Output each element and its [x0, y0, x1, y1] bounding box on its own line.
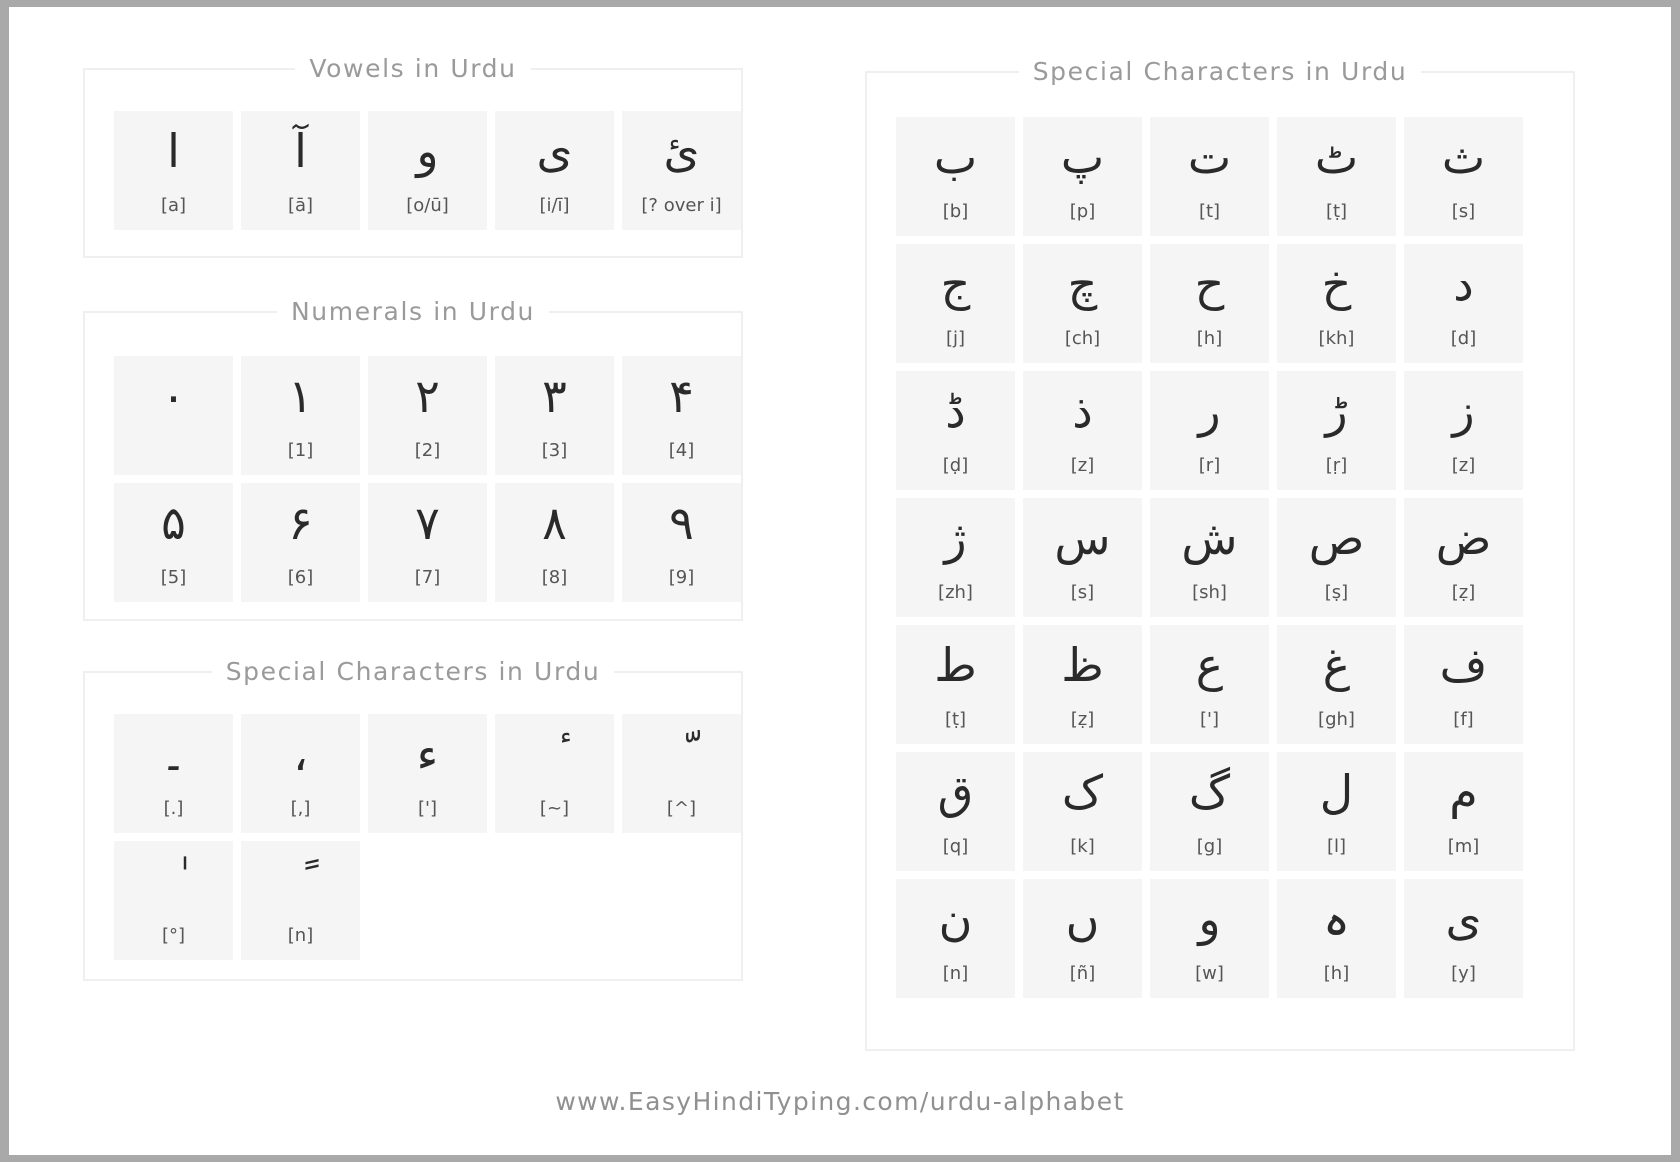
character-transliteration: [6] [287, 567, 314, 588]
character-transliteration: [.] [163, 798, 184, 819]
character-glyph: ذ [1072, 384, 1093, 438]
character-transliteration: [~] [539, 798, 570, 819]
character-glyph: ۷ [415, 496, 440, 550]
consonants-panel [865, 57, 1575, 1051]
character-glyph: ٹ [1314, 130, 1359, 184]
character-glyph: د [1453, 257, 1474, 311]
character-glyph: ڑ [1325, 384, 1348, 438]
character-cell [622, 111, 741, 230]
character-cell [896, 752, 1015, 871]
character-transliteration: [l] [1326, 836, 1347, 857]
character-cell [1404, 244, 1523, 363]
character-glyph: ش [1181, 511, 1238, 565]
character-cell [368, 483, 487, 602]
character-transliteration: [zh] [938, 582, 973, 603]
character-glyph: ۳ [542, 369, 567, 423]
character-transliteration: [ḍ] [942, 455, 969, 476]
footer-url: www.EasyHindiTyping.com/urdu-alphabet [555, 1087, 1125, 1116]
character-transliteration: [y] [1451, 963, 1476, 984]
character-transliteration: [ṣ] [1324, 582, 1349, 603]
character-cell [368, 111, 487, 230]
character-glyph: آ [294, 124, 307, 178]
character-glyph: چ [1067, 257, 1098, 311]
character-transliteration: [r] [1198, 455, 1221, 476]
character-glyph: ژ [944, 511, 967, 565]
character-cell [114, 483, 233, 602]
character-cell [622, 356, 741, 475]
character-transliteration: [n] [287, 925, 314, 946]
character-transliteration: [ṛ] [1325, 455, 1348, 476]
character-cell [896, 371, 1015, 490]
character-glyph: ی [1445, 892, 1482, 946]
character-cell [241, 841, 360, 960]
character-transliteration: [ṭ] [944, 709, 967, 730]
character-glyph: ح [1194, 257, 1225, 311]
character-cell [495, 483, 614, 602]
character-glyph: ا [167, 124, 180, 178]
character-transliteration: [ñ] [1069, 963, 1096, 984]
character-cell [241, 714, 360, 833]
character-glyph: ک [1061, 765, 1104, 819]
character-glyph: ی [536, 124, 573, 178]
character-cell [241, 111, 360, 230]
vowels-panel [83, 54, 743, 258]
character-glyph: ع [1195, 638, 1224, 692]
character-cell [368, 714, 487, 833]
character-transliteration: [ẓ] [1070, 709, 1095, 730]
character-glyph: ۴ [669, 369, 694, 423]
character-glyph: ۹ [669, 496, 694, 550]
character-transliteration: [4] [668, 440, 695, 461]
character-cell [896, 117, 1015, 236]
character-transliteration: [7] [414, 567, 441, 588]
character-glyph: س [1054, 511, 1111, 565]
character-cell [896, 625, 1015, 744]
vowels-grid [114, 111, 741, 230]
character-transliteration: [ẓ] [1451, 582, 1476, 603]
character-cell [1150, 752, 1269, 871]
character-cell [1023, 117, 1142, 236]
character-transliteration: [s] [1451, 201, 1476, 222]
character-cell [241, 356, 360, 475]
character-transliteration: [sh] [1192, 582, 1227, 603]
character-cell [622, 714, 741, 833]
character-cell [1150, 117, 1269, 236]
numerals-panel [83, 297, 743, 621]
character-glyph: ۵ [161, 496, 186, 550]
character-transliteration: [s] [1070, 582, 1095, 603]
character-transliteration: [t] [1198, 201, 1221, 222]
character-cell [241, 483, 360, 602]
character-glyph: غ [1322, 638, 1351, 692]
character-transliteration: [kh] [1318, 328, 1355, 349]
character-glyph: ث [1441, 130, 1486, 184]
character-cell [1404, 498, 1523, 617]
character-transliteration: [2] [414, 440, 441, 461]
character-cell [1150, 244, 1269, 363]
character-glyph: و [416, 124, 439, 178]
character-glyph: ئ [663, 124, 700, 178]
character-transliteration: [o/ū] [406, 195, 449, 216]
character-transliteration: [ch] [1064, 328, 1101, 349]
character-cell [114, 841, 233, 960]
character-transliteration: [ā] [287, 195, 314, 216]
character-glyph: خ [1321, 257, 1352, 311]
character-transliteration: [m] [1447, 836, 1480, 857]
character-glyph: ہ [1323, 892, 1350, 946]
character-glyph: ت [1187, 130, 1232, 184]
character-transliteration: [g] [1196, 836, 1223, 857]
character-cell [1023, 625, 1142, 744]
character-cell [1404, 752, 1523, 871]
character-cell [114, 111, 233, 230]
character-glyph: ق [937, 765, 974, 819]
character-glyph: ۰ [161, 369, 186, 423]
character-glyph: ج [940, 257, 971, 311]
character-glyph: ، [293, 727, 308, 781]
character-transliteration: [z] [1070, 455, 1095, 476]
character-cell [1023, 879, 1142, 998]
character-transliteration: [d] [1450, 328, 1477, 349]
alphabet-chart-page [9, 7, 1671, 1155]
character-transliteration: [ṭ] [1325, 201, 1348, 222]
character-cell [495, 714, 614, 833]
numerals-title: Numerals in Urdu [277, 297, 549, 326]
character-cell [1023, 752, 1142, 871]
consonants-title: Special Characters in Urdu [1019, 57, 1422, 86]
character-cell [1150, 498, 1269, 617]
character-glyph: ص [1308, 511, 1365, 565]
character-cell [114, 714, 233, 833]
character-glyph: پ [1060, 130, 1105, 184]
character-glyph: و [1198, 892, 1221, 946]
character-transliteration: [°] [161, 925, 186, 946]
character-glyph: ۸ [542, 496, 567, 550]
character-transliteration: [f] [1453, 709, 1474, 730]
character-glyph: ل [1319, 765, 1354, 819]
character-cell [1277, 752, 1396, 871]
character-cell [1277, 498, 1396, 617]
character-glyph: ب [933, 130, 978, 184]
character-glyph: ۱ [288, 369, 313, 423]
numerals-grid [114, 356, 741, 602]
character-cell [896, 498, 1015, 617]
character-glyph: ف [1439, 638, 1488, 692]
character-glyph: ء [416, 727, 439, 781]
character-cell [495, 111, 614, 230]
character-cell [622, 483, 741, 602]
character-glyph: ۔ [160, 727, 187, 781]
character-transliteration: [9] [668, 567, 695, 588]
character-transliteration: [? over i] [641, 195, 722, 216]
character-cell [495, 356, 614, 475]
character-cell [1404, 371, 1523, 490]
character-cell [896, 879, 1015, 998]
character-cell [1277, 625, 1396, 744]
character-glyph: ن [938, 892, 973, 946]
character-cell [1150, 371, 1269, 490]
character-transliteration: [5] [160, 567, 187, 588]
vowels-title: Vowels in Urdu [295, 54, 530, 83]
character-cell [1404, 625, 1523, 744]
character-cell [1023, 371, 1142, 490]
punctuation-panel [83, 657, 743, 981]
character-transliteration: [p] [1069, 201, 1096, 222]
character-transliteration: ['] [418, 798, 437, 819]
character-glyph: ط [934, 638, 977, 692]
character-transliteration: [,] [290, 798, 311, 819]
character-cell [896, 244, 1015, 363]
character-cell [1277, 244, 1396, 363]
character-transliteration: [z] [1451, 455, 1476, 476]
character-transliteration: [8] [541, 567, 568, 588]
character-transliteration: [w] [1195, 963, 1224, 984]
punctuation-title: Special Characters in Urdu [212, 657, 615, 686]
character-glyph: ۶ [288, 496, 313, 550]
character-cell [1150, 625, 1269, 744]
character-cell [1404, 117, 1523, 236]
character-cell [1023, 498, 1142, 617]
character-cell [114, 356, 233, 475]
character-cell [1404, 879, 1523, 998]
punctuation-grid [114, 714, 741, 960]
character-transliteration: [k] [1070, 836, 1095, 857]
character-cell [1277, 117, 1396, 236]
character-glyph [114, 845, 233, 917]
character-transliteration: ['] [1200, 709, 1219, 730]
character-glyph: ر [1198, 384, 1221, 438]
character-glyph: ض [1435, 511, 1492, 565]
character-glyph [495, 718, 614, 790]
character-transliteration: [b] [942, 201, 969, 222]
character-transliteration: [^] [666, 798, 697, 819]
character-glyph: گ [1188, 765, 1231, 819]
character-glyph: م [1449, 765, 1478, 819]
character-transliteration: [1] [287, 440, 314, 461]
character-transliteration: [i/ī] [539, 195, 570, 216]
character-transliteration: [3] [541, 440, 568, 461]
character-glyph: ظ [1061, 638, 1104, 692]
character-transliteration: [h] [1196, 328, 1223, 349]
consonants-grid [896, 117, 1523, 998]
character-cell [368, 356, 487, 475]
character-transliteration: [q] [942, 836, 969, 857]
character-glyph: ز [1452, 384, 1475, 438]
character-cell [1023, 244, 1142, 363]
character-transliteration: [n] [942, 963, 969, 984]
character-glyph: ۲ [415, 369, 440, 423]
character-transliteration: [gh] [1318, 709, 1355, 730]
character-glyph [241, 845, 360, 917]
character-glyph [622, 718, 741, 790]
character-transliteration: [a] [160, 195, 187, 216]
character-transliteration: [j] [945, 328, 966, 349]
character-glyph: ں [1065, 892, 1100, 946]
character-cell [1277, 879, 1396, 998]
character-cell [1150, 879, 1269, 998]
character-transliteration: [h] [1323, 963, 1350, 984]
character-cell [1277, 371, 1396, 490]
character-glyph: ڈ [945, 384, 966, 438]
